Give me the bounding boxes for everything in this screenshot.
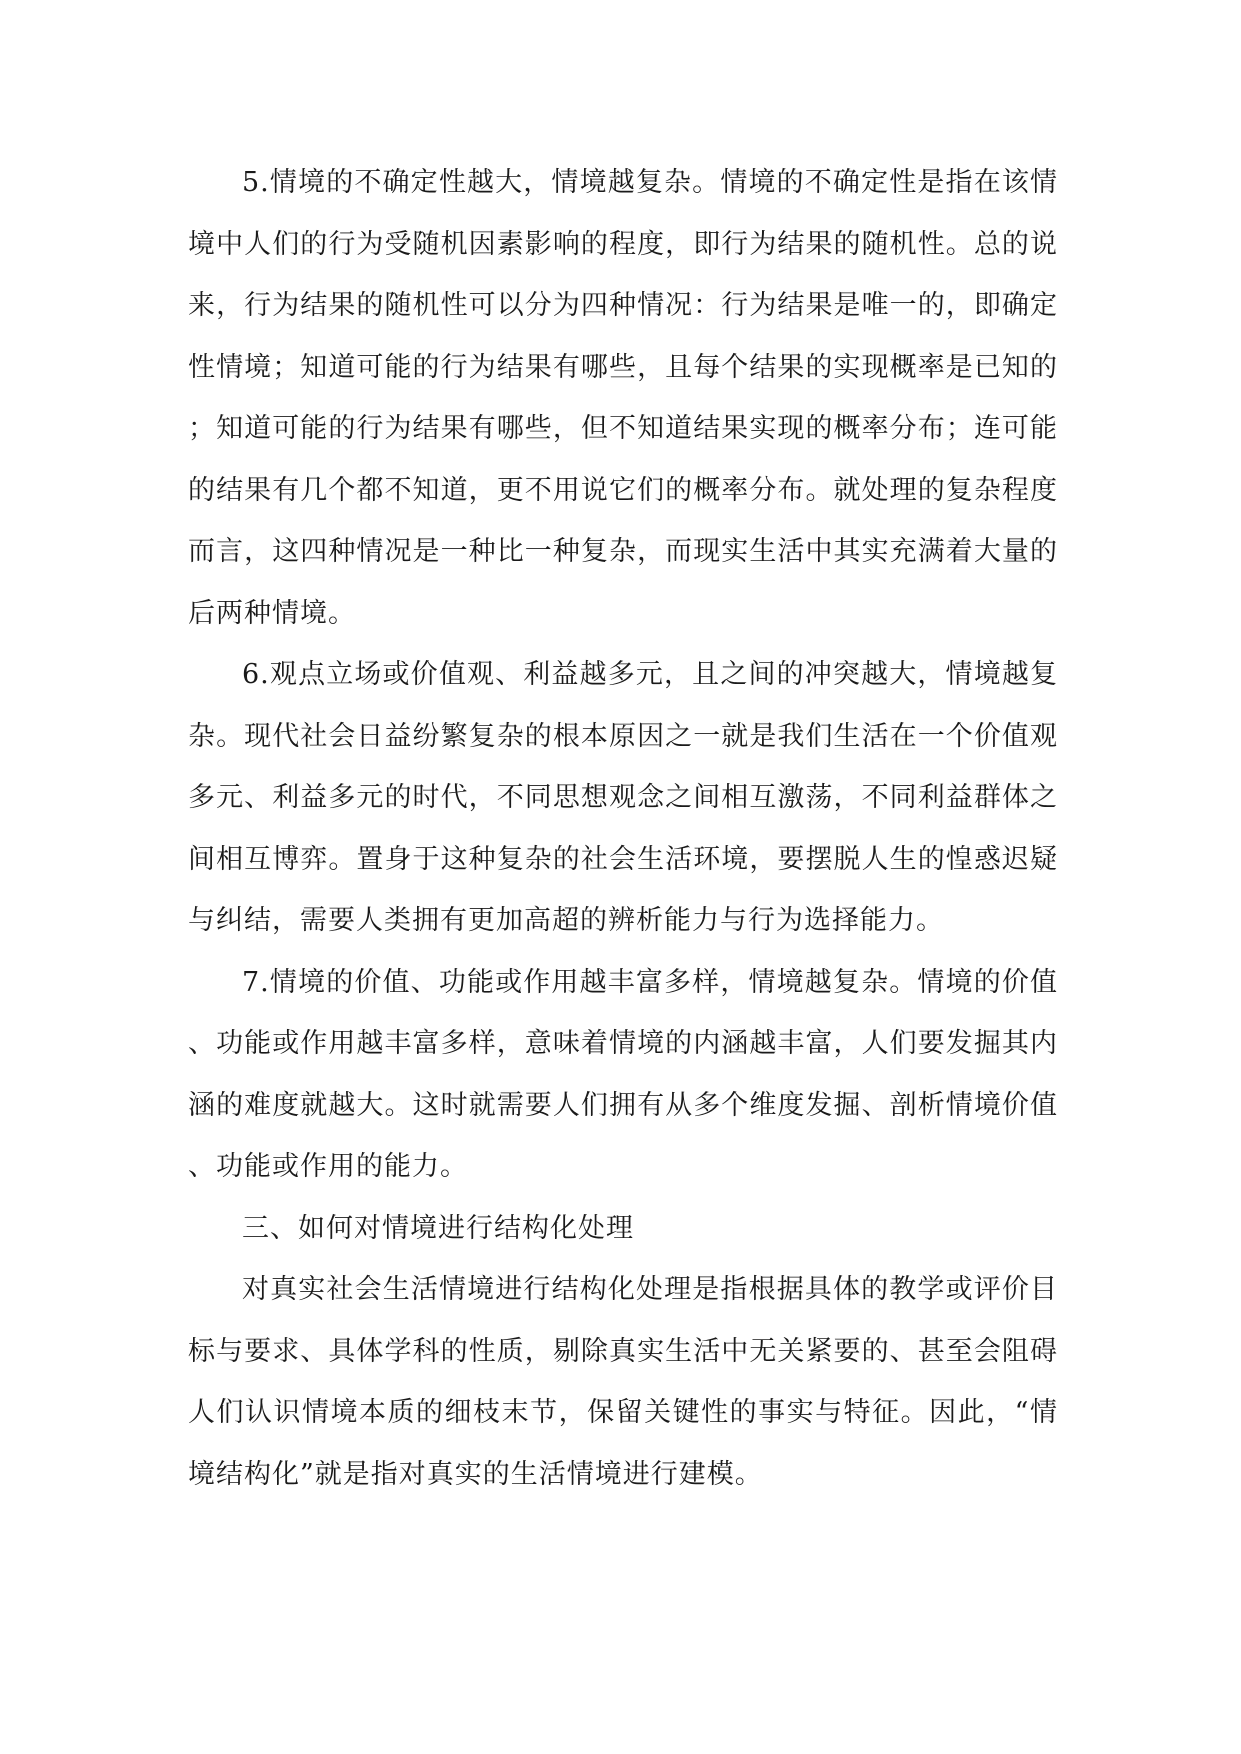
paragraph-value-function: 7.情境的价值、功能或作用越丰富多样，情境越复杂。情境的价值、功能或作用越丰富多样，意味着情境的内涵越丰富，人们要发掘其内涵的难度就越大。这时就需要人们拥有从多个维度发掘、剖析情境价值、功能或作用的能力。: [188, 966, 1058, 1182]
document-page: [188, 152, 1058, 1692]
paragraph-structuring: 对真实社会生活情境进行结构化处理是指根据具体的教学或评价目标与要求、具体学科的性质，剔除真实生活中无关紧要的、甚至会阻碍人们认识情境本质的细枝末节，保留关键性的事实与特征。因此，“情境结构化”就是指对真实的生活情境进行建模。: [188, 1274, 1058, 1490]
paragraph-uncertainty: 5.情境的不确定性越大，情境越复杂。情境的不确定性是指在该情境中人们的行为受随机因素影响的程度，即行为结果的随机性。总的说来，行为结果的随机性可以分为四种情况：行为结果是唯一的，即确定性情境；知道可能的行为结果有哪些，且每个结果的实现概率是已知的；知道可能的行为结果有哪些，但不知道结果实现的概率分布；连可能的结果有几个都不知道，更不用说它们的概率分布。就处理的复杂程度而言，这四种情况是一种比一种复杂，而现实生活中其实充满着大量的后两种情境。: [188, 167, 1058, 629]
paragraph-values-conflict: 6.观点立场或价值观、利益越多元，且之间的冲突越大，情境越复杂。现代社会日益纷繁复杂的根本原因之一就是我们生活在一个价值观多元、利益多元的时代，不同思想观念之间相互激荡，不同利益群体之间相互博弈。置身于这种复杂的社会生活环境，要摆脱人生的惶惑迟疑与纠结，需要人类拥有更加高超的辨析能力与行为选择能力。: [188, 659, 1058, 936]
section-heading: 三、如何对情境进行结构化处理: [242, 1212, 634, 1244]
